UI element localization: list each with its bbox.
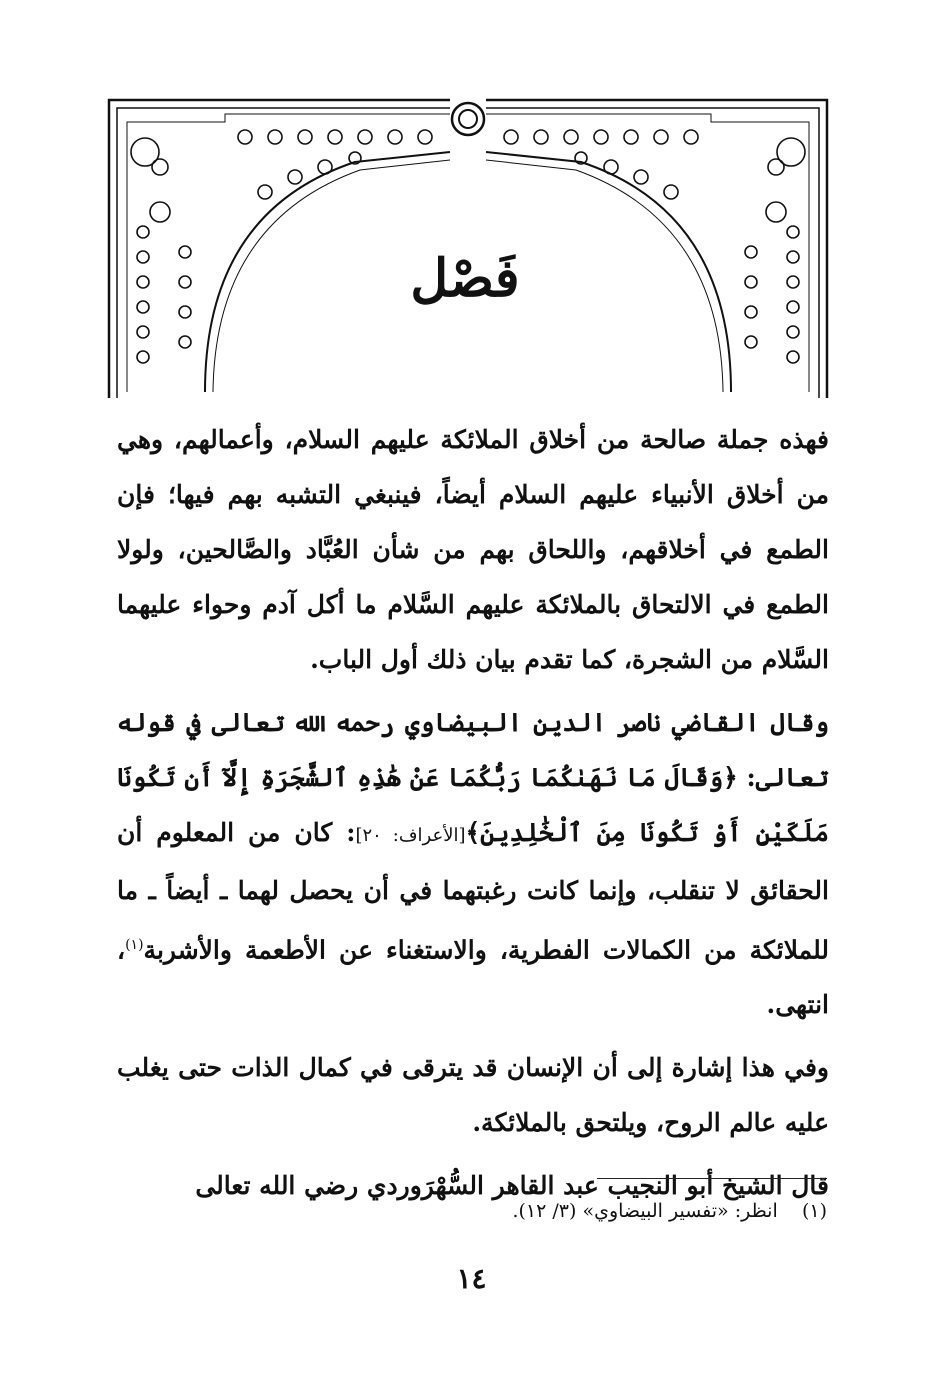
paragraph-2-intro: وقال القاضي ناصر الدين البيضاوي رحمه الله تعالى في قوله تعالى: <box>117 708 829 792</box>
paragraph-1: فهذه جملة صالحة من أخلاق الملائكة عليهم السلام، وأعمالهم، وهي من أخلاق الأنبياء عليهم السلام أيضاً، فينبغي التشبه بهم فيها؛ فإن الطمع في أخلاقهم، واللحاق بهم من شأن العُبَّاد والصَّالحين، ولولا الطمع في الالتحاق بالملائكة عليهم السَّلام ما أكل آدم وحواء عليهما السَّلام من الشجرة، كما تقدم بيان ذلك أول الباب. <box>117 425 829 674</box>
paragraph-2-ending: ، انتهى. <box>117 935 829 1020</box>
page-number: ١٤ <box>456 1262 487 1295</box>
footnote-text: انظر: «تفسير البيضاوي» (٣/ ١٢). <box>512 1200 778 1222</box>
footnote-reference: (١) <box>125 937 144 953</box>
footnote <box>300 1200 827 1222</box>
section-heading: فَصْل <box>410 248 520 309</box>
decorative-header-frame <box>105 92 831 402</box>
body-text <box>117 412 829 1213</box>
paragraph-2 <box>117 695 829 1032</box>
quran-verse: ﴿وَقَالَ مَا نَهَىٰكُمَا رَبُّكُمَا عَنْ هَٰذِهِ ٱلشَّجَرَةِ إِلَّآ أَن تَكُونَا مَلَكَيْنِ أَوْ تَكُونَا مِنَ ٱلْخَٰلِدِينَ﴾ <box>117 763 829 847</box>
footnote-number: (١) <box>801 1200 827 1222</box>
footnote-divider <box>597 1178 827 1179</box>
paragraph-4: قال الشيخ أبو النجيب عبد القاهر السُّهْرَوردي رضي الله تعالى <box>195 1171 829 1201</box>
paragraph-2-commentary: : كان من المعلوم أن الحقائق لا تنقلب، وإنما كانت رغبتهما في أن يحصل لهما ـ أيضاً ـ ما للملائكة من الكمالات الفطرية، والاستغناء عن الأطعمة والأشربة <box>117 818 829 965</box>
paragraph-3: وفي هذا إشارة إلى أن الإنسان قد يترقى في كمال الذات حتى يغلب عليه عالم الروح، ويلتحق بالملائكة. <box>117 1053 829 1138</box>
verse-citation: [الأعراف: ٢٠] <box>355 825 466 846</box>
